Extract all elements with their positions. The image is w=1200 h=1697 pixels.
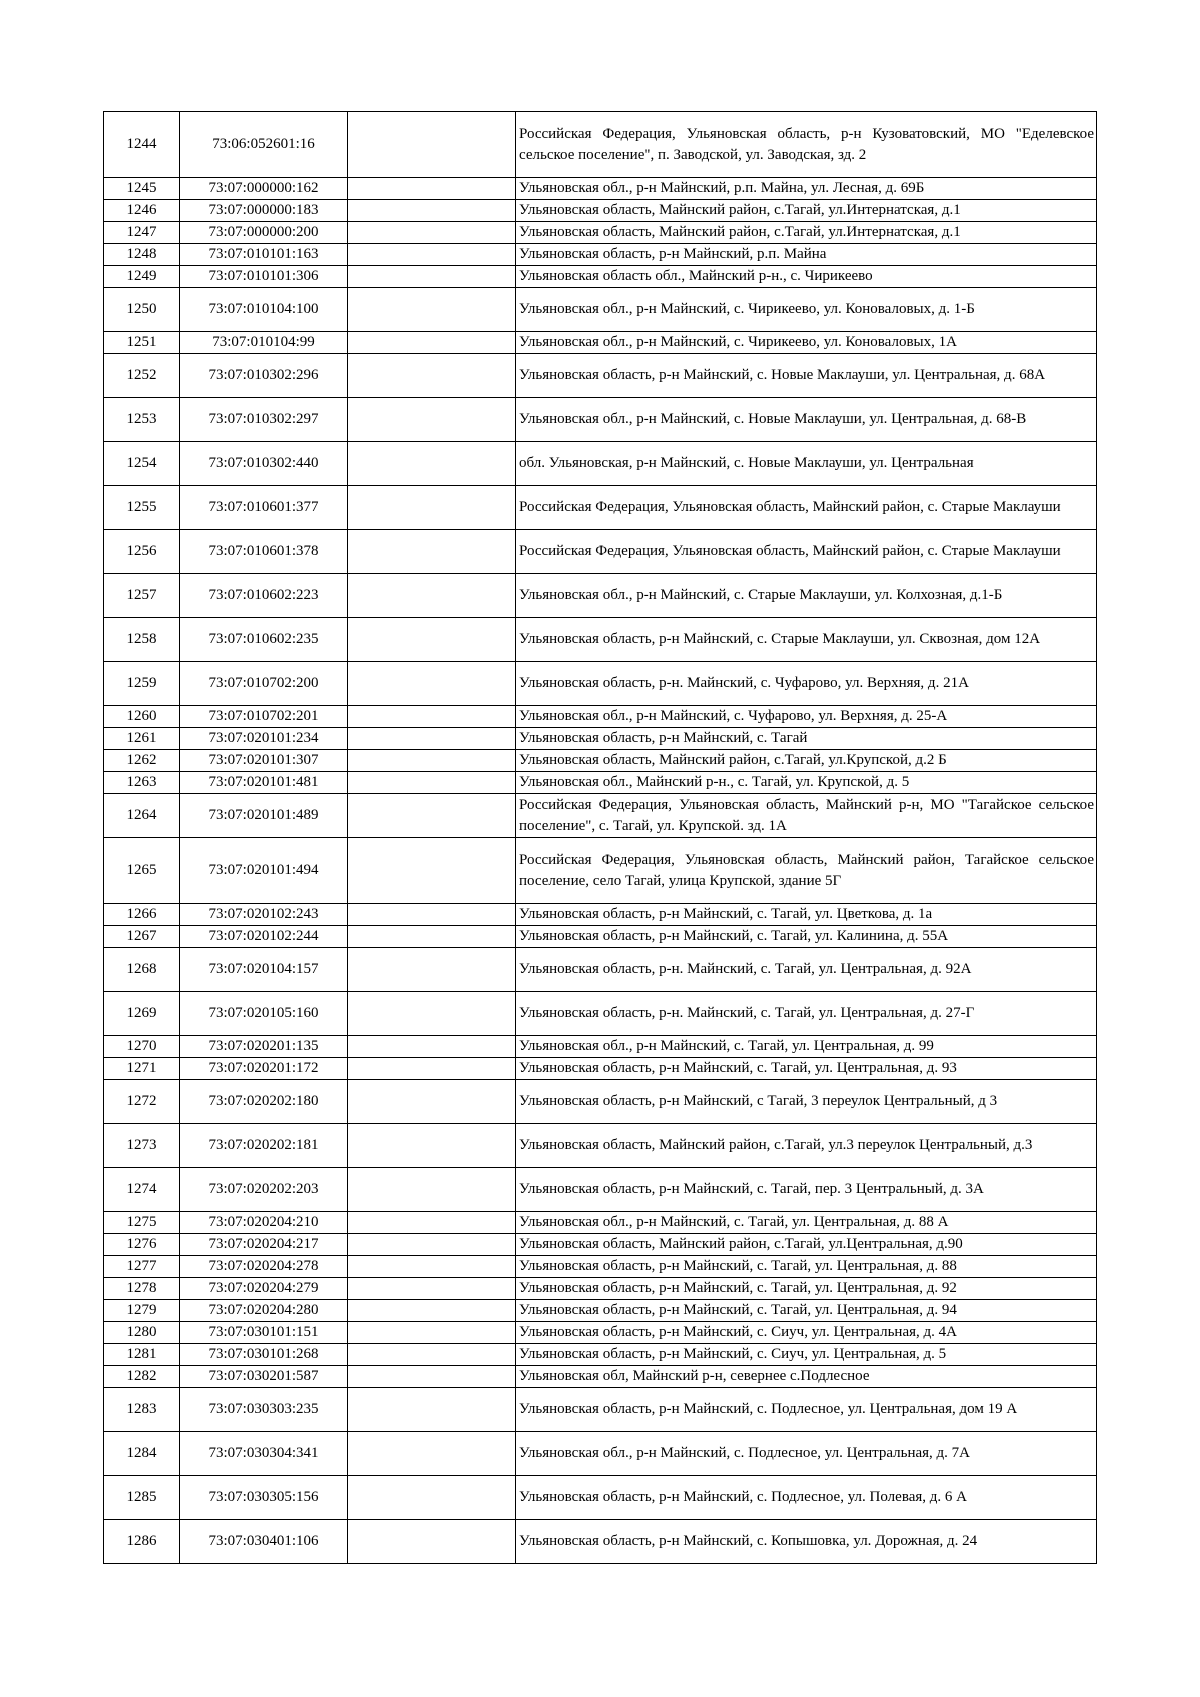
table-row: [104, 1520, 1097, 1564]
address-cell: Ульяновская обл., р-н Майнский, с. Чирикеево, ул. Коноваловых, 1А: [516, 332, 1097, 354]
cadastral-number-cell: 73:06:052601:16: [180, 112, 348, 178]
address-cell: Ульяновская обл., р-н Майнский, с. Подлесное, ул. Центральная, д. 7А: [516, 1432, 1097, 1476]
row-number-cell: 1280: [104, 1322, 180, 1344]
cadastral-number-cell: 73:07:020101:481: [180, 772, 348, 794]
empty-cell: [348, 178, 516, 200]
empty-cell: [348, 1124, 516, 1168]
row-number-cell: 1261: [104, 728, 180, 750]
cadastral-number-cell: 73:07:000000:183: [180, 200, 348, 222]
row-number-cell: 1258: [104, 618, 180, 662]
row-number-cell: 1275: [104, 1212, 180, 1234]
address-cell: Ульяновская обл., р-н Майнский, с. Новые Маклауши, ул. Центральная, д. 68-В: [516, 398, 1097, 442]
empty-cell: [348, 1432, 516, 1476]
address-cell: Ульяновская обл., Майнский р-н., с. Тагай, ул. Крупской, д. 5: [516, 772, 1097, 794]
address-cell: Ульяновская область, р-н Майнский, с. Новые Маклауши, ул. Центральная, д. 68А: [516, 354, 1097, 398]
cadastral-number-cell: 73:07:030304:341: [180, 1432, 348, 1476]
empty-cell: [348, 728, 516, 750]
empty-cell: [348, 1256, 516, 1278]
cadastral-number-cell: 73:07:020202:203: [180, 1168, 348, 1212]
address-cell: Ульяновская область, р-н Майнский, с. Тагай, ул. Центральная, д. 88: [516, 1256, 1097, 1278]
row-number-cell: 1246: [104, 200, 180, 222]
address-cell: Ульяновская область обл., Майнский р-н., с. Чирикеево: [516, 266, 1097, 288]
empty-cell: [348, 1344, 516, 1366]
table-row: [104, 1212, 1097, 1234]
address-cell: Российская Федерация, Ульяновская область, Майнский район, с. Старые Маклауши: [516, 530, 1097, 574]
empty-cell: [348, 1212, 516, 1234]
table-row: [104, 112, 1097, 178]
cadastral-number-cell: 73:07:010101:306: [180, 266, 348, 288]
address-cell: Ульяновская область, р-н Майнский, с. Тагай, ул. Калинина, д. 55А: [516, 926, 1097, 948]
table-row: [104, 772, 1097, 794]
table-body: [104, 112, 1097, 1564]
row-number-cell: 1270: [104, 1036, 180, 1058]
row-number-cell: 1259: [104, 662, 180, 706]
table-row: [104, 354, 1097, 398]
cadastral-number-cell: 73:07:000000:162: [180, 178, 348, 200]
empty-cell: [348, 332, 516, 354]
empty-cell: [348, 222, 516, 244]
cadastral-number-cell: 73:07:010104:100: [180, 288, 348, 332]
address-cell: Ульяновская область, Майнский район, с.Тагай, ул.Интернатская, д.1: [516, 222, 1097, 244]
table-row: [104, 288, 1097, 332]
table-row: [104, 1366, 1097, 1388]
empty-cell: [348, 1080, 516, 1124]
row-number-cell: 1264: [104, 794, 180, 838]
cadastral-number-cell: 73:07:030303:235: [180, 1388, 348, 1432]
empty-cell: [348, 1058, 516, 1080]
address-cell: Российская Федерация, Ульяновская область, Майнский район, Тагайское сельское поселение, село Тагай, улица Крупской, здание 5Г: [516, 838, 1097, 904]
row-number-cell: 1269: [104, 992, 180, 1036]
table-row: [104, 838, 1097, 904]
address-cell: Ульяновская область, р-н Майнский, с. Сиуч, ул. Центральная, д. 4А: [516, 1322, 1097, 1344]
table-row: [104, 1036, 1097, 1058]
empty-cell: [348, 1036, 516, 1058]
address-cell: Российская Федерация, Ульяновская область, Майнский р-н, МО "Тагайское сельское поселение", с. Тагай, ул. Крупской. зд. 1А: [516, 794, 1097, 838]
row-number-cell: 1247: [104, 222, 180, 244]
empty-cell: [348, 1366, 516, 1388]
cadastral-number-cell: 73:07:020204:217: [180, 1234, 348, 1256]
table-row: [104, 200, 1097, 222]
empty-cell: [348, 1322, 516, 1344]
row-number-cell: 1248: [104, 244, 180, 266]
address-cell: Ульяновская область, р-н Майнский, с. Тагай, пер. 3 Центральный, д. 3А: [516, 1168, 1097, 1212]
empty-cell: [348, 1168, 516, 1212]
table-row: [104, 1256, 1097, 1278]
row-number-cell: 1265: [104, 838, 180, 904]
empty-cell: [348, 486, 516, 530]
empty-cell: [348, 200, 516, 222]
cadastral-number-cell: 73:07:010601:377: [180, 486, 348, 530]
empty-cell: [348, 948, 516, 992]
empty-cell: [348, 706, 516, 728]
address-cell: Ульяновская область, Майнский район, с.Тагай, ул.3 переулок Центральный, д.3: [516, 1124, 1097, 1168]
address-cell: Российская Федерация, Ульяновская область, Майнский район, с. Старые Маклауши: [516, 486, 1097, 530]
cadastral-number-cell: 73:07:010302:296: [180, 354, 348, 398]
table-row: [104, 618, 1097, 662]
row-number-cell: 1260: [104, 706, 180, 728]
table-row: [104, 1432, 1097, 1476]
table-row: [104, 926, 1097, 948]
table-row: [104, 1322, 1097, 1344]
row-number-cell: 1245: [104, 178, 180, 200]
empty-cell: [348, 1476, 516, 1520]
row-number-cell: 1254: [104, 442, 180, 486]
row-number-cell: 1273: [104, 1124, 180, 1168]
address-cell: Ульяновская область, р-н Майнский, с. Тагай, ул. Цветкова, д. 1а: [516, 904, 1097, 926]
table-row: [104, 1388, 1097, 1432]
table-row: [104, 332, 1097, 354]
row-number-cell: 1272: [104, 1080, 180, 1124]
cadastral-number-cell: 73:07:010101:163: [180, 244, 348, 266]
table-row: [104, 728, 1097, 750]
table-row: [104, 706, 1097, 728]
cadastral-number-cell: 73:07:010601:378: [180, 530, 348, 574]
empty-cell: [348, 1520, 516, 1564]
table-row: [104, 1300, 1097, 1322]
address-cell: Ульяновская область, р-н. Майнский, с. Тагай, ул. Центральная, д. 27-Г: [516, 992, 1097, 1036]
address-cell: Ульяновская обл, Майнский р-н, севернее с.Подлесное: [516, 1366, 1097, 1388]
property-register-table: [103, 111, 1097, 1564]
cadastral-number-cell: 73:07:020201:135: [180, 1036, 348, 1058]
address-cell: Ульяновская область, р-н Майнский, р.п. Майна: [516, 244, 1097, 266]
table-row: [104, 662, 1097, 706]
empty-cell: [348, 772, 516, 794]
table-row: [104, 904, 1097, 926]
row-number-cell: 1256: [104, 530, 180, 574]
table-row: [104, 1476, 1097, 1520]
table-row: [104, 442, 1097, 486]
cadastral-number-cell: 73:07:010104:99: [180, 332, 348, 354]
address-cell: Ульяновская область, Майнский район, с.Тагай, ул.Интернатская, д.1: [516, 200, 1097, 222]
address-cell: Ульяновская обл., р-н Майнский, с. Тагай, ул. Центральная, д. 88 А: [516, 1212, 1097, 1234]
cadastral-number-cell: 73:07:000000:200: [180, 222, 348, 244]
cadastral-number-cell: 73:07:020204:280: [180, 1300, 348, 1322]
address-cell: Ульяновская область, р-н Майнский, с. Подлесное, ул. Центральная, дом 19 А: [516, 1388, 1097, 1432]
row-number-cell: 1285: [104, 1476, 180, 1520]
table-row: [104, 398, 1097, 442]
row-number-cell: 1267: [104, 926, 180, 948]
empty-cell: [348, 926, 516, 948]
row-number-cell: 1249: [104, 266, 180, 288]
empty-cell: [348, 794, 516, 838]
table-row: [104, 178, 1097, 200]
empty-cell: [348, 288, 516, 332]
cadastral-number-cell: 73:07:030305:156: [180, 1476, 348, 1520]
row-number-cell: 1282: [104, 1366, 180, 1388]
empty-cell: [348, 992, 516, 1036]
empty-cell: [348, 750, 516, 772]
cadastral-number-cell: 73:07:020202:180: [180, 1080, 348, 1124]
table-row: [104, 244, 1097, 266]
empty-cell: [348, 244, 516, 266]
row-number-cell: 1255: [104, 486, 180, 530]
row-number-cell: 1253: [104, 398, 180, 442]
row-number-cell: 1250: [104, 288, 180, 332]
cadastral-number-cell: 73:07:030101:268: [180, 1344, 348, 1366]
address-cell: Ульяновская область, р-н. Майнский, с. Чуфарово, ул. Верхняя, д. 21А: [516, 662, 1097, 706]
cadastral-number-cell: 73:07:020101:489: [180, 794, 348, 838]
empty-cell: [348, 618, 516, 662]
cadastral-number-cell: 73:07:020101:234: [180, 728, 348, 750]
address-cell: Ульяновская область, р-н Майнский, с. Подлесное, ул. Полевая, д. 6 А: [516, 1476, 1097, 1520]
address-cell: Ульяновская область, р-н Майнский, с. Тагай, ул. Центральная, д. 92: [516, 1278, 1097, 1300]
row-number-cell: 1284: [104, 1432, 180, 1476]
cadastral-number-cell: 73:07:010702:201: [180, 706, 348, 728]
address-cell: Ульяновская область, р-н Майнский, с. Тагай, ул. Центральная, д. 93: [516, 1058, 1097, 1080]
table-row: [104, 992, 1097, 1036]
address-cell: Ульяновская обл., р-н Майнский, р.п. Майна, ул. Лесная, д. 69Б: [516, 178, 1097, 200]
table-row: [104, 222, 1097, 244]
table-row: [104, 948, 1097, 992]
address-cell: Ульяновская область, Майнский район, с.Тагай, ул.Крупской, д.2 Б: [516, 750, 1097, 772]
empty-cell: [348, 112, 516, 178]
table-row: [104, 794, 1097, 838]
empty-cell: [348, 662, 516, 706]
cadastral-number-cell: 73:07:010702:200: [180, 662, 348, 706]
address-cell: Ульяновская область, р-н Майнский, с. Тагай, ул. Центральная, д. 94: [516, 1300, 1097, 1322]
cadastral-number-cell: 73:07:020101:307: [180, 750, 348, 772]
cadastral-number-cell: 73:07:020204:279: [180, 1278, 348, 1300]
cadastral-number-cell: 73:07:020102:244: [180, 926, 348, 948]
address-cell: обл. Ульяновская, р-н Майнский, с. Новые Маклауши, ул. Центральная: [516, 442, 1097, 486]
cadastral-number-cell: 73:07:020105:160: [180, 992, 348, 1036]
address-cell: Ульяновская обл., р-н Майнский, с. Тагай, ул. Центральная, д. 99: [516, 1036, 1097, 1058]
address-cell: Ульяновская область, р-н. Майнский, с. Тагай, ул. Центральная, д. 92А: [516, 948, 1097, 992]
row-number-cell: 1252: [104, 354, 180, 398]
row-number-cell: 1276: [104, 1234, 180, 1256]
cadastral-number-cell: 73:07:030101:151: [180, 1322, 348, 1344]
table-row: [104, 1080, 1097, 1124]
row-number-cell: 1244: [104, 112, 180, 178]
empty-cell: [348, 838, 516, 904]
address-cell: Российская Федерация, Ульяновская область, р-н Кузоватовский, МО "Еделевское сельское поселение", п. Заводской, ул. Заводская, зд. 2: [516, 112, 1097, 178]
empty-cell: [348, 1278, 516, 1300]
table-row: [104, 574, 1097, 618]
table-row: [104, 1344, 1097, 1366]
cadastral-number-cell: 73:07:020204:210: [180, 1212, 348, 1234]
cadastral-number-cell: 73:07:030401:106: [180, 1520, 348, 1564]
row-number-cell: 1286: [104, 1520, 180, 1564]
table-row: [104, 1058, 1097, 1080]
row-number-cell: 1262: [104, 750, 180, 772]
cadastral-number-cell: 73:07:020102:243: [180, 904, 348, 926]
empty-cell: [348, 442, 516, 486]
row-number-cell: 1263: [104, 772, 180, 794]
row-number-cell: 1278: [104, 1278, 180, 1300]
empty-cell: [348, 904, 516, 926]
empty-cell: [348, 574, 516, 618]
empty-cell: [348, 530, 516, 574]
table-row: [104, 266, 1097, 288]
cadastral-number-cell: 73:07:030201:587: [180, 1366, 348, 1388]
cadastral-number-cell: 73:07:020201:172: [180, 1058, 348, 1080]
address-cell: Ульяновская область, Майнский район, с.Тагай, ул.Центральная, д.90: [516, 1234, 1097, 1256]
address-cell: Ульяновская обл., р-н Майнский, с. Старые Маклауши, ул. Колхозная, д.1-Б: [516, 574, 1097, 618]
row-number-cell: 1283: [104, 1388, 180, 1432]
address-cell: Ульяновская область, р-н Майнский, с Тагай, 3 переулок Центральный, д 3: [516, 1080, 1097, 1124]
address-cell: Ульяновская область, р-н Майнский, с. Сиуч, ул. Центральная, д. 5: [516, 1344, 1097, 1366]
cadastral-number-cell: 73:07:020202:181: [180, 1124, 348, 1168]
row-number-cell: 1279: [104, 1300, 180, 1322]
table-row: [104, 1168, 1097, 1212]
row-number-cell: 1277: [104, 1256, 180, 1278]
cadastral-number-cell: 73:07:010602:223: [180, 574, 348, 618]
empty-cell: [348, 1388, 516, 1432]
table-row: [104, 486, 1097, 530]
address-cell: Ульяновская область, р-н Майнский, с. Старые Маклауши, ул. Сквозная, дом 12А: [516, 618, 1097, 662]
empty-cell: [348, 354, 516, 398]
table-row: [104, 1234, 1097, 1256]
cadastral-number-cell: 73:07:010302:440: [180, 442, 348, 486]
row-number-cell: 1271: [104, 1058, 180, 1080]
cadastral-number-cell: 73:07:010602:235: [180, 618, 348, 662]
table-row: [104, 530, 1097, 574]
cadastral-number-cell: 73:07:020204:278: [180, 1256, 348, 1278]
address-cell: Ульяновская обл., р-н Майнский, с. Чирикеево, ул. Коноваловых, д. 1-Б: [516, 288, 1097, 332]
row-number-cell: 1251: [104, 332, 180, 354]
table-row: [104, 1278, 1097, 1300]
cadastral-number-cell: 73:07:020101:494: [180, 838, 348, 904]
cadastral-number-cell: 73:07:010302:297: [180, 398, 348, 442]
cadastral-number-cell: 73:07:020104:157: [180, 948, 348, 992]
empty-cell: [348, 266, 516, 288]
address-cell: Ульяновская область, р-н Майнский, с. Тагай: [516, 728, 1097, 750]
table-row: [104, 1124, 1097, 1168]
row-number-cell: 1274: [104, 1168, 180, 1212]
row-number-cell: 1281: [104, 1344, 180, 1366]
address-cell: Ульяновская обл., р-н Майнский, с. Чуфарово, ул. Верхняя, д. 25-А: [516, 706, 1097, 728]
empty-cell: [348, 1234, 516, 1256]
row-number-cell: 1257: [104, 574, 180, 618]
table-row: [104, 750, 1097, 772]
empty-cell: [348, 398, 516, 442]
address-cell: Ульяновская область, р-н Майнский, с. Копышовка, ул. Дорожная, д. 24: [516, 1520, 1097, 1564]
empty-cell: [348, 1300, 516, 1322]
row-number-cell: 1266: [104, 904, 180, 926]
row-number-cell: 1268: [104, 948, 180, 992]
